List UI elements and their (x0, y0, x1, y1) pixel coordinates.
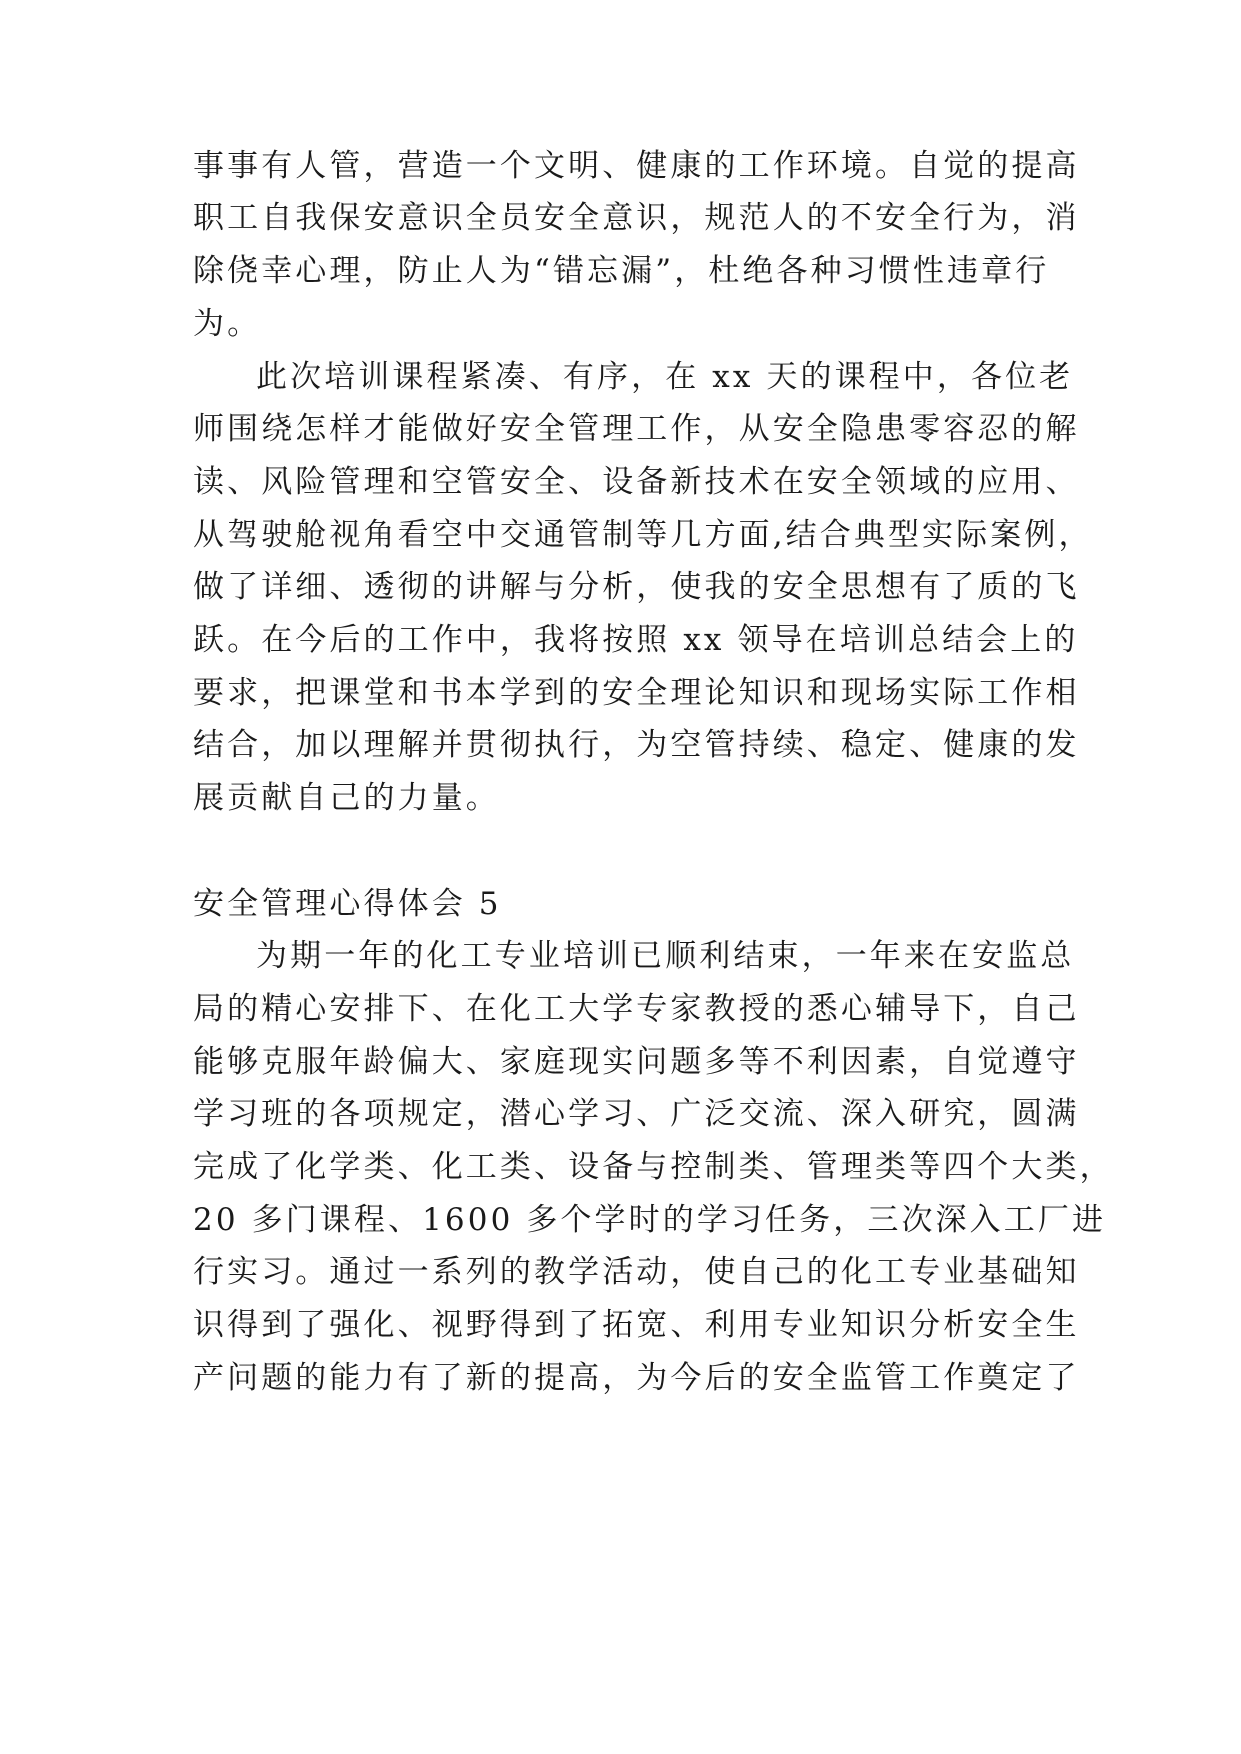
paragraph-line: 能够克服年龄偏大、家庭现实问题多等不利因素，自觉遵守 (193, 1044, 1080, 1080)
paragraph-line: 展贡献自己的力量。 (193, 780, 500, 816)
paragraph-line: 完成了化学类、化工类、设备与控制类、管理类等四个大类， (193, 1149, 1114, 1185)
paragraph-line: 从驾驶舱视角看空中交通管制等几方面,结合典型实际案例， (193, 517, 1093, 553)
paragraph-line: 读、风险管理和空管安全、设备新技术在安全领域的应用、 (193, 464, 1080, 500)
paragraph-line: 做了详细、透彻的讲解与分析，使我的安全思想有了质的飞 (193, 569, 1080, 605)
paragraph-line: 职工自我保安意识全员安全意识，规范人的不安全行为，消 (193, 200, 1080, 236)
paragraph-line: 跃。在今后的工作中，我将按照 xx 领导在培训总结会上的 (193, 622, 1079, 658)
section-heading: 安全管理心得体会 5 (193, 886, 502, 922)
paragraph-line: 为。 (193, 306, 262, 342)
paragraph-line: 师围绕怎样才能做好安全管理工作，从安全隐患零容忍的解 (193, 411, 1080, 447)
paragraph-line: 学习班的各项规定，潜心学习、广泛交流、深入研究，圆满 (193, 1096, 1080, 1132)
paragraph-line: 此次培训课程紧凑、有序，在 xx 天的课程中，各位老 (256, 359, 1074, 395)
paragraph-line: 产问题的能力有了新的提高，为今后的安全监管工作奠定了 (193, 1360, 1080, 1396)
paragraph-line: 结合，加以理解并贯彻执行，为空管持续、稳定、健康的发 (193, 727, 1080, 763)
paragraph-line: 20 多门课程、1600 多个学时的学习任务，三次深入工厂进 (193, 1202, 1107, 1238)
paragraph-line: 识得到了强化、视野得到了拓宽、利用专业知识分析安全生 (193, 1307, 1080, 1343)
paragraph-line: 要求，把课堂和书本学到的安全理论知识和现场实际工作相 (193, 675, 1080, 711)
paragraph-line: 为期一年的化工专业培训已顺利结束，一年来在安监总 (256, 938, 1075, 974)
paragraph-line: 行实习。通过一系列的教学活动，使自己的化工专业基础知 (193, 1254, 1080, 1290)
paragraph-line: 除侥幸心理，防止人为“错忘漏”，杜绝各种习惯性违章行 (193, 253, 1050, 289)
paragraph-line: 局的精心安排下、在化工大学专家教授的悉心辅导下，自己 (193, 991, 1080, 1027)
paragraph-line: 事事有人管，营造一个文明、健康的工作环境。自觉的提高 (193, 148, 1080, 184)
